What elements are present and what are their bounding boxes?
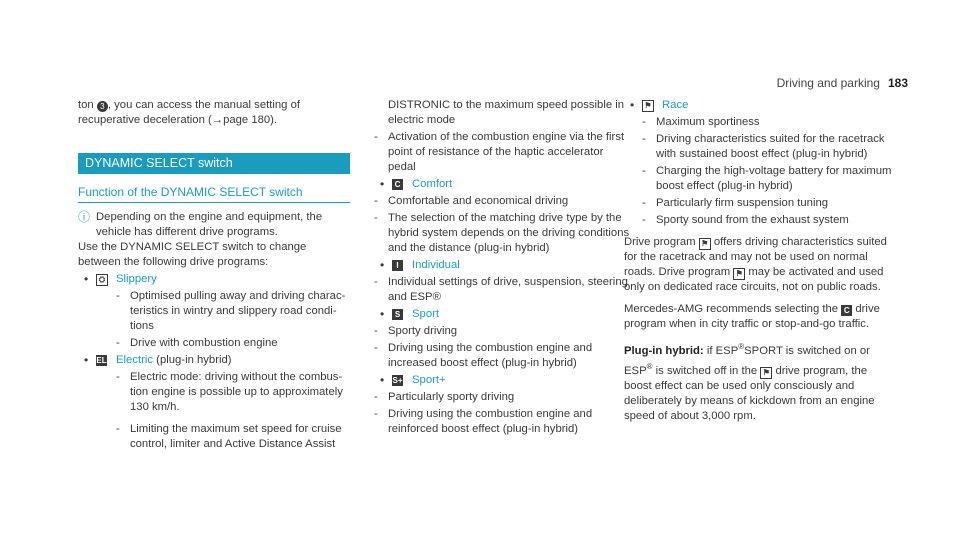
list-item: - Electric mode: driving without the combustion engine is possible up to approximately 130 km/h. [116,371,343,413]
program-label: Electric [116,354,154,366]
program-slippery: • ⛭ Slippery [84,272,157,286]
list-item: - Limiting the maximum set speed for cruise control, limiter and Active Distance Assist [116,423,342,450]
subsection-heading: Function of the DYNAMIC SELECT switch [78,185,350,203]
list-item: - Particularly firm suspension tuning [642,197,829,209]
column-left [78,98,350,452]
sport-plus-program-icon: S+ [392,376,403,385]
list-item: - Drive with combustion engine [116,337,278,349]
section-title: Driving and parking [776,76,880,90]
list-item: - Comfortable and economical driving [374,195,569,207]
slippery-program-icon: ⛭ [96,274,108,286]
arrow-right-icon: → [211,114,224,126]
list-item: - Maximum sportiness [642,116,760,128]
column-middle [374,98,634,437]
race-paragraph: Drive program ⚑ offers driving characteristics suited for the racetrack and may not be used on normal roads. Drive program ⚑ may be activated and used only on dedicated race circuits, not on public roads. [624,236,887,293]
program-label: Individual [412,259,460,271]
list-item: - Driving using the combustion engine and increased boost effect (plug-in hybrid) [374,342,593,369]
list-item: - Sporty sound from the exhaust system [642,214,849,226]
page-number: 183 [887,76,908,90]
section-banner: DYNAMIC SELECT switch [78,153,350,174]
race-flag-icon: ⚑ [699,238,711,250]
list-item: - Driving characteristics suited for the racetrack with sustained boost effect (plug-in hybrid) [642,133,885,160]
program-label: Race [662,99,689,111]
sport-program-icon: S [392,309,403,320]
program-label: Sport+ [412,374,446,386]
program-comfort: • C Comfort [380,177,453,191]
list-item: - Driving using the combustion engine and reinforced boost effect (plug-in hybrid) [374,408,593,435]
program-sport-plus: • S+ Sport+ [380,373,446,387]
race-flag-icon: ⚑ [642,100,654,112]
list-item: - The selection of the matching drive type by the hybrid system depends on the driving conditions and the distance (plug-in hybrid) [374,212,630,254]
race-flag-icon: ⚑ [733,268,745,280]
program-electric: • EL Electric (plug-in hybrid) [84,353,232,367]
program-individual: • I Individual [380,258,460,272]
program-race: • ⚑ Race [630,98,689,112]
page-reference-link[interactable]: page 180). [223,114,278,126]
list-item: - Optimised pulling away and driving characteristics in wintry and slippery road conditions [116,290,346,332]
list-item: - Individual settings of drive, suspension, steering and ESP® [374,276,628,303]
recommendation-paragraph: Mercedes-AMG recommends selecting the C drive program when in city traffic or stop-and-go traffic. [624,303,880,330]
number-3-icon: 3 [97,101,108,112]
list-item: - Particularly sporty driving [374,391,515,403]
program-label: Comfort [412,178,453,190]
program-sport: • S Sport [380,307,440,321]
column-right [624,98,896,424]
program-label: Sport [412,308,440,320]
comfort-program-icon: C [841,305,852,316]
info-note: ⓘ Depending on the engine and equipment, the vehicle has different drive programs. [78,210,323,238]
list-item: - Charging the high-voltage battery for maximum boost effect (plug-in hybrid) [642,165,892,192]
electric-program-icon: EL [96,356,107,365]
race-flag-icon: ⚑ [760,367,772,379]
list-item: - Sporty driving [374,325,458,337]
list-item: - Activation of the combustion engine via the first point of resistance of the haptic accelerator pedal [374,131,625,173]
continued-item: DISTRONIC to the maximum speed possible in electric mode [388,99,625,126]
info-icon: ⓘ [78,210,91,224]
lead-paragraph: Use the DYNAMIC SELECT switch to change between the following drive programs: [78,241,307,268]
individual-program-icon: I [392,260,403,271]
plugin-hybrid-paragraph: Plug-in hybrid: if ESP®SPORT is switched on or ESP® is switched off in the ⚑ drive program, the boost effect can be used only consciously and deliberately by means of kickdown from an engine speed of about 3,000 rpm. [624,342,875,422]
intro-paragraph: ton 3 , you can access the manual setting of recuperative deceleration (→page 180). [78,99,301,126]
page-header [777,76,908,90]
comfort-program-icon: C [392,179,403,190]
program-label: Slippery [116,273,157,285]
